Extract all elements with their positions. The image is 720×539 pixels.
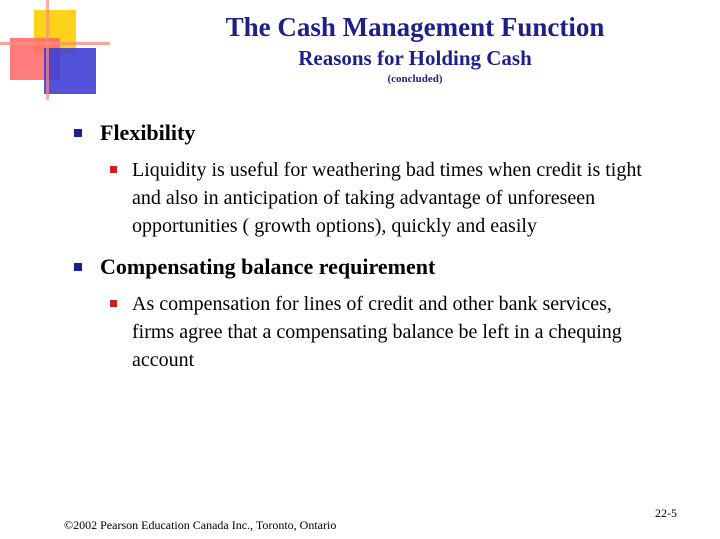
slide-title: The Cash Management Function [225,12,605,42]
slide-subtitle: Reasons for Holding Cash [298,46,532,70]
logo-blue-square [44,48,96,94]
bullet-heading: Compensating balance requirement [100,254,436,279]
logo-vertical-line [46,0,49,100]
logo-graphic [0,0,110,100]
sub-bullet [100,156,652,240]
bullet-list [72,118,672,374]
logo-horizontal-line [0,42,110,45]
sub-bullet-text: As compensation for lines of credit and other bank services, firms agree that a compensating balance be left in a chequing account [132,293,622,371]
list-item [72,118,672,240]
bullet-heading: Flexibility [100,120,196,145]
red-square-bullet-icon [110,300,117,307]
sub-bullet-text: Liquidity is useful for weathering bad times when credit is tight and also in anticipation of taking advantage of unforeseen opportunities ( growth options), quickly and easily [132,159,642,237]
red-square-bullet-icon [110,166,117,173]
square-bullet-icon [74,129,82,137]
concluded-note: (concluded) [387,73,443,85]
list-item [72,252,672,374]
title-block [170,10,660,86]
sub-bullet [100,290,652,374]
page-number: 22-5 [655,506,677,520]
copyright-footer: ©2002 Pearson Education Canada Inc., Toronto, Ontario [64,518,337,532]
square-bullet-icon [74,263,82,271]
